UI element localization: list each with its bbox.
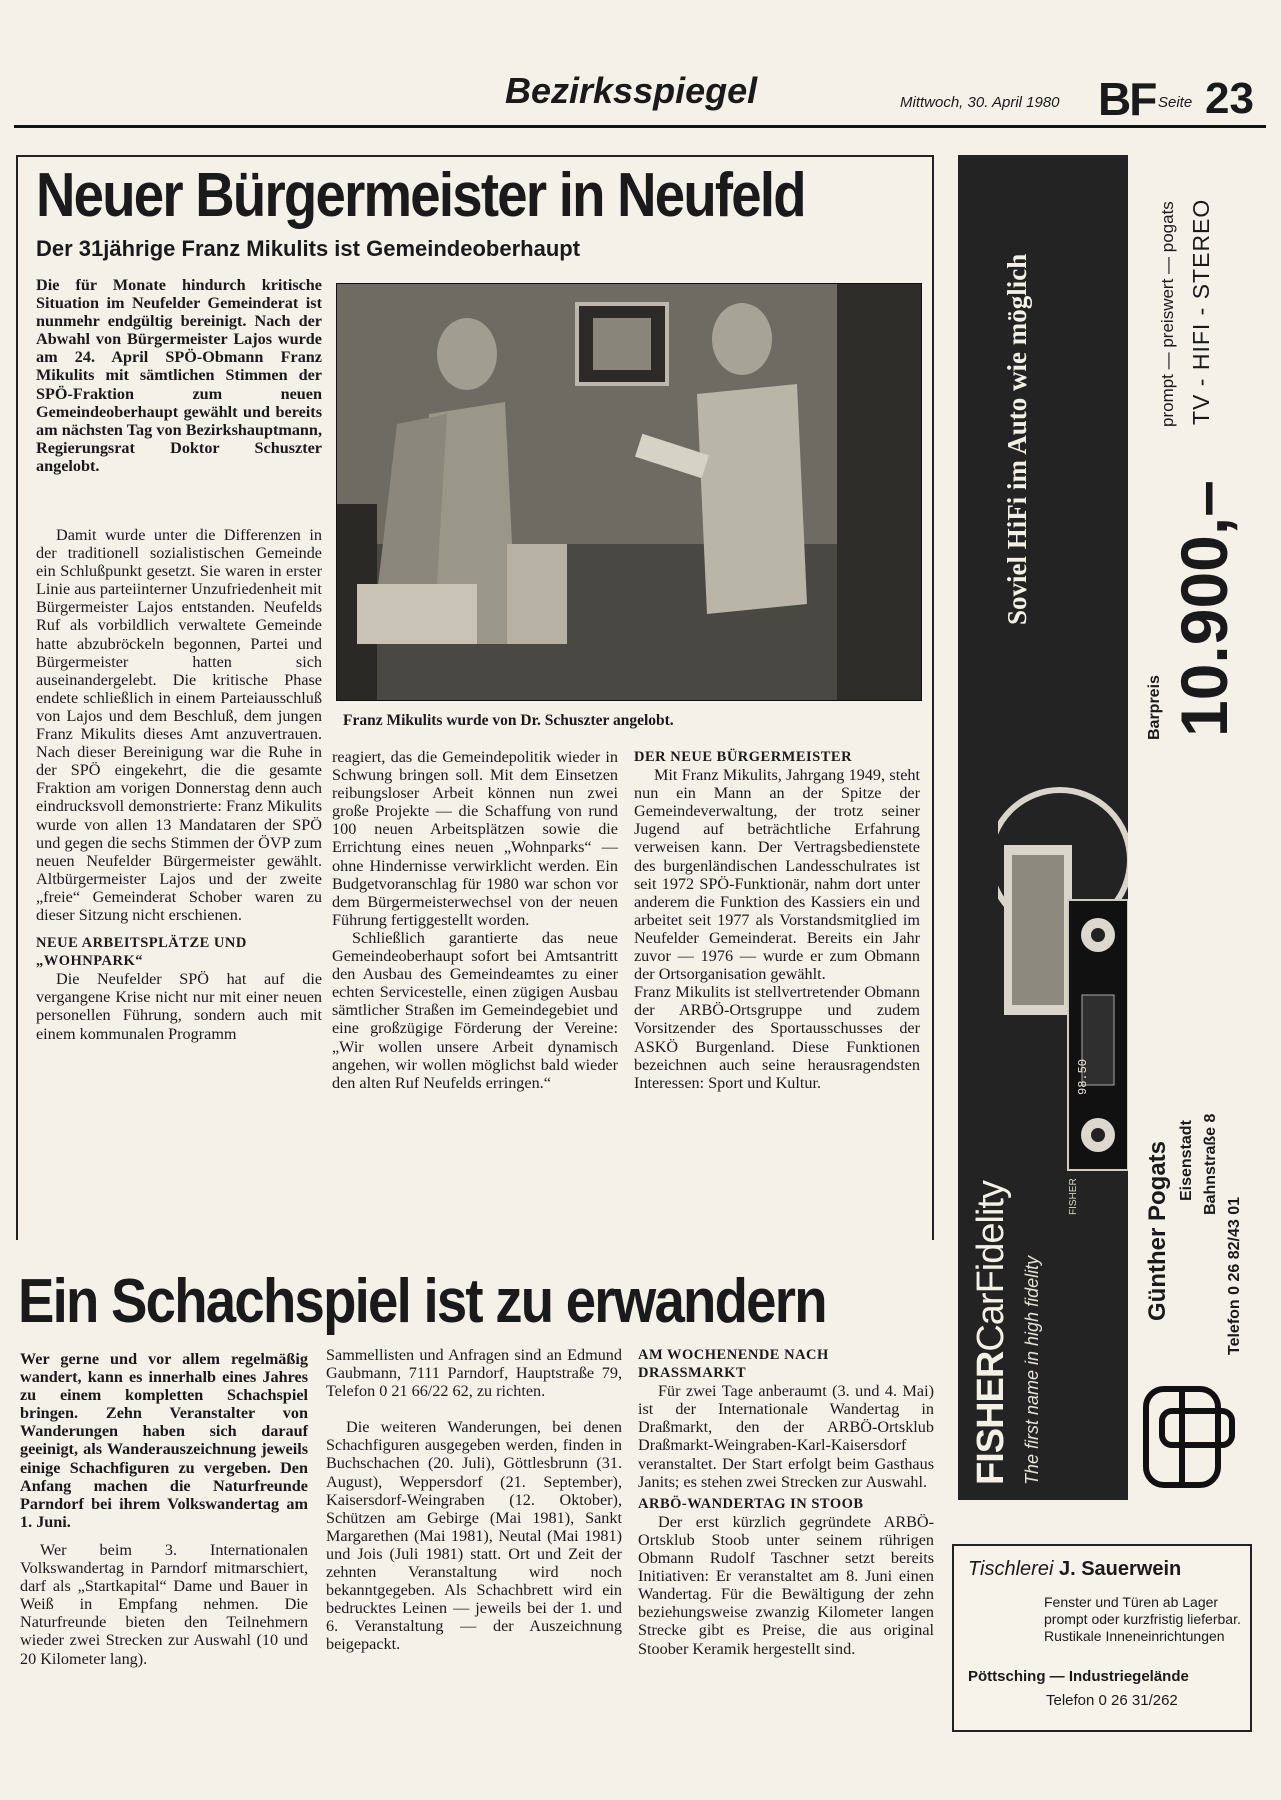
car-radio-image	[998, 635, 1128, 1175]
ad2-title	[968, 1558, 1181, 1581]
article-paragraph: reagiert, das die Gemeindepolitik wieder in Schwung bringen soll. Mit dem Einsetzen reibungsloser Arbeit können nun zwei große Projekte — die Schaffung von rund 100 neuen Arbeitsplätzen sowie die Errichtung eines neuen „Wohnparks“ — ohne Hindernisse verwirklicht werden. Ein Budgetvoranschlag für 1980 war schon vor dem Bürgermeisterwechsel von der neuen Führung fertiggestellt worden.	[332, 748, 618, 929]
ad2-prefix: Tischlerei	[968, 1558, 1054, 1580]
price-label: Barpreis	[1146, 675, 1163, 740]
issue-date: Mittwoch, 30. April 1980	[900, 94, 1060, 111]
masthead-rule	[14, 125, 1266, 128]
article-kicker: DER NEUE BÜRGERMEISTER	[634, 749, 853, 765]
article-column-1	[36, 276, 322, 475]
fisher-ad-sidebar	[1128, 155, 1268, 1500]
article-column-1-body	[36, 526, 322, 1043]
article2-column-3	[638, 1346, 934, 1658]
article-paragraph: Franz Mikulits ist stellvertretender Obmann der ARBÖ-Ortsgruppe und zudem Vorsitzender des Sportausschusses der ASKÖ Burgenland. Diese Funktionen bezeichnen auch seine herausragendsten Interessen: Sport und Kultur.	[634, 983, 920, 1092]
page-label: Seite	[1158, 94, 1193, 111]
article-kicker: NEUE ARBEITSPLÄTZE UND „WOHNPARK“	[36, 935, 247, 970]
article2-headline: Ein Schachspiel ist zu erwandern	[18, 1267, 826, 1336]
ad-claim: prompt — preiswert — pogats	[1158, 201, 1177, 427]
article-paragraph: Die Neufelder SPÖ hat auf die vergangene Krise nicht nur mit einer neuen personellen Führung, sondern auch mit einem kommunalen Programm	[36, 970, 322, 1043]
article-paragraph: Damit wurde unter die Differenzen in der traditionell sozialistischen Gemeinde ein Schlußpunkt gesetzt. Sie waren in erster Linie aus parteiinterner Unzufriedenheit mit Bürgermeister Lajos entstanden. Neufelds Ruf als vorbildlich verwaltete Gemeinde hatte abzubröckeln begonnen, Partei und Bürgermeister hatten sich auseinandergelebt. Die kritische Phase endete schließlich in einem Parteiausschluß von Lajos und dem Beschluß, dem jungen Franz Mikulits dieses Amt anzuvertrauen. Nach dieser Bereinigung war die Ruhe in der SPÖ eingekehrt, die die gesamte Fraktion am vorigen Donnerstag denn auch eindrucksvoll demonstrierte: Franz Mikulits wurde von allen 13 Mandataren der SPÖ und gegen die sechs Stimmen der ÖVP zum neuen Neufelder Bürgermeister gewählt. Altbürgermeister Lajos und der zweite „freie“ Gemeinderat Schober waren zu dieser Sitzung nicht erschienen.	[36, 526, 322, 924]
ad2-name: J. Sauerwein	[1058, 1558, 1182, 1580]
pogats-logo-icon	[1142, 1385, 1238, 1491]
photo-two-men-ceremony	[337, 284, 922, 701]
article-paragraph: Schließlich garantierte das neue Gemeindeoberhaupt sofort bei Amtsantritt den Ausbau des Gemeindeamtes zu einer echten Servicestelle, einen zügigen Ausbau sämtlicher Straßen im Gemeindegebiet und eine großzügige Förderung der Vereine: „Wir wollen unsere Arbeit dynamisch angehen, wir wollen möglichst bald wieder den alten Ruf Neufelds erringen.“	[332, 928, 618, 1092]
article2-kicker: AM WOCHENENDE NACH DRASSMARKT	[638, 1347, 829, 1382]
dealer-street: Bahnstraße 8	[1202, 1113, 1219, 1215]
article2-kicker: ARBÖ-WANDERTAG IN STOOB	[638, 1495, 864, 1512]
fisher-brand-name: FISHER	[970, 1351, 1012, 1485]
article2-paragraph: Wer beim 3. Internationalen Volkswandertag in Parndorf mitmarschiert, darf als „Startkapital“ Dame und Bauer in Weiß in Empfang nehmen. Die Naturfreunde bieten den Teilnehmern wieder zwei Strecken zur Auswahl (10 und 20 Kilometer lang).	[20, 1540, 308, 1668]
ad-slogan: Soviel HiFi im Auto wie möglich	[1002, 253, 1032, 625]
article-subheadline: Der 31jährige Franz Mikulits ist Gemeindeoberhaupt	[36, 236, 581, 261]
photo-caption: Franz Mikulits wurde von Dr. Schuszter angelobt.	[343, 712, 674, 729]
article2-paragraph: Für zwei Tage anberaumt (3. und 4. Mai) ist der Internationale Wandertag in Draßmarkt, den der ARBÖ-Ortsklub Draßmarkt-Weingraben-Karl-Kaisersdorf veranstaltet. Der Start erfolgt beim Gasthaus Janits; es stehen zwei Strecken zur Auswahl.	[638, 1382, 934, 1491]
article-photo	[336, 283, 922, 701]
ad2-text: Fenster und Türen ab Lager prompt oder kurzfristig lieferbar. Rustikale Inneneinrichtungen	[1044, 1594, 1241, 1644]
radio-display: 98.50	[1076, 1058, 1090, 1095]
dealer-phone: Telefon 0 26 82/43 01	[1226, 1196, 1243, 1355]
fisher-tagline: The first name in high fidelity	[1022, 1255, 1042, 1485]
article2-paragraph: Die weiteren Wanderungen, bei denen Schachfiguren ausgegeben werden, finden in Buchschachen (20. Juli), Göttlesbrunn (31. August), Weppersdorf (21. September), Kaisersdorf-Weingraben (12. Oktober), Schützen am Gebirge (Mai 1981), Sankt Margarethen (Mai 1981), Neutal (Mai 1981) und Jois (Juli 1981) statt. Ort und Zeit der zehnten Veranstaltung wird noch bekanntgegeben. Als Schachbrett wird ein bedrucktes Leinen — jeweils bei der 1. und 6. Veranstaltung — der Auszeichnung beigepackt.	[326, 1418, 622, 1654]
article-headline: Neuer Bürgermeister in Neufeld	[36, 161, 805, 230]
fisher-advertisement	[958, 155, 1128, 1500]
ad2-phone: Telefon 0 26 31/262	[1046, 1692, 1178, 1709]
section-title: Bezirksspiegel	[505, 70, 758, 111]
fisher-brand-suffix: CarFidelity	[970, 1181, 1012, 1352]
article2-lead: Wer gerne und vor allem regelmäßig wandert, kann es innerhalb eines Jahres zu einem kompletten Schachspiel bringen. Zehn Veranstalter von Wanderungen haben sich darauf geeinigt, als Wanderauszeichnung jeweils einige Schachfiguren zu vergeben. Den Anfang machen die Naturfreunde Parndorf bei ihrem Volkswandertag am 1. Juni.	[20, 1350, 308, 1531]
price: 10.900,–	[1167, 480, 1241, 737]
article-lead: Die für Monate hindurch kritische Situation im Neufelder Gemeinderat ist nunmehr endgültig bereinigt. Nach der Abwahl von Bürgermeister Lajos wurde am 24. April SPÖ-Obmann Franz Mikulits mit sämtlichen Stimmen der SPÖ-Fraktion zum neuen Gemeindeoberhaupt gewählt und bereits am nächsten Tag von Bezirkshauptmann, Regierungsrat Doktor Schuszter angelobt.	[36, 276, 322, 475]
fisher-brand	[970, 1181, 1013, 1485]
radio-brand: FISHER	[1068, 1178, 1079, 1215]
ad-claim-products: TV - HIFI - STEREO	[1188, 198, 1214, 425]
dealer-city: Eisenstadt	[1178, 1120, 1195, 1201]
article-column-3	[634, 748, 920, 1092]
article-paragraph: Mit Franz Mikulits, Jahrgang 1949, steht nun ein Mann an der Spitze der Gemeindeverwaltung, der trotz seiner Jugend auf beträchtliche Erfahrung verweisen kann. Der Vertragsbedienstete des burgenländischen Landesschulrates ist seit 1972 SPÖ-Funktionär, nahm dort unter anderem die Funktion des Kassiers ein und arbeitet seit 1977 als Vorstandsmitglied im Neufelder Gemeinderat. Bereits ein Jahr zuvor — 1976 — wurde er zum Obmann der Ortsorganisation gewählt.	[634, 766, 920, 984]
article2-paragraph: Sammellisten und Anfragen sind an Edmund Gaubmann, 7111 Parndorf, Hauptstraße 79, Telefon 0 21 66/22 62, zu richten.	[326, 1346, 622, 1401]
article2-column-1	[20, 1350, 308, 1668]
article2-column-2	[326, 1346, 622, 1654]
ad2-address: Pöttsching — Industriegelände	[968, 1668, 1189, 1685]
dealer-name: Günther Pogats	[1144, 1140, 1171, 1321]
article2-paragraph: Der erst kürzlich gegründete ARBÖ-Ortsklub Stoob unter seinem rührigen Obmann Rudolf Taschner setzt bereits Initiativen: Er veranstaltet am 8. Juni einen Wandertag. Für die Bewältigung der zehn beziehungsweise zwanzig Kilometer langen Strecke gibt es Preise, die aus original Stoober Keramik hergestellt sind.	[638, 1512, 934, 1658]
page-number: 23	[1205, 74, 1254, 123]
article-column-2	[332, 748, 618, 1092]
tischlerei-advertisement	[952, 1544, 1252, 1732]
newspaper-logo: BF	[1098, 73, 1156, 125]
